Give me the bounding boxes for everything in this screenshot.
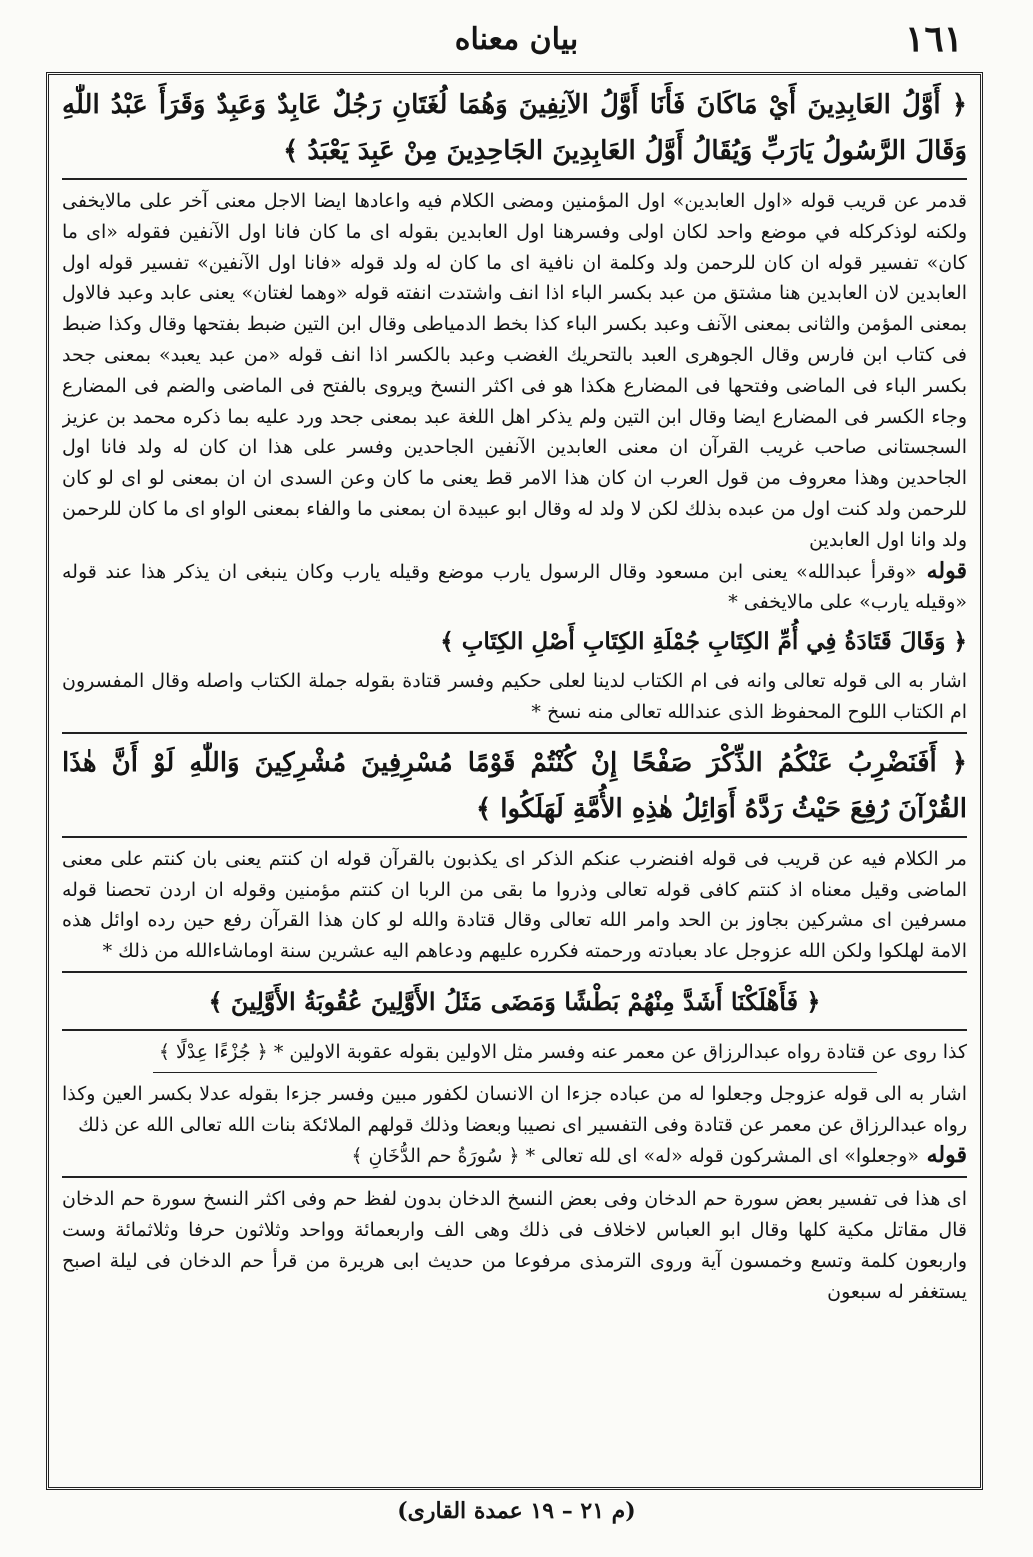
commentary-text: كذا روى عن قتادة رواه عبدالرزاق عن معمر عنه وفسر مثل الاولين بقوله عقوبة الاولين * ﴿ جُزْءًا عِدْلًا ﴾ [158, 1040, 967, 1063]
running-title: بيان معناه [454, 22, 579, 57]
commentary-paragraph [62, 844, 967, 967]
page-number: ١٦١ [904, 18, 963, 60]
page-body [62, 82, 967, 1482]
section-divider [62, 178, 967, 180]
quoted-heading: ﴿ أَوَّلُ العَابِدِينَ أَيْ مَاكَانَ فَأَنَا أَوَّلُ الآنِفِينَ وَهُمَا لُغَتَانِ رَجُلٌ عَابِدٌ وَعَبِدٌ وَقَرَأَ عَبْدُ اللّٰهِ وَقَالَ الرَّسُولُ يَارَبِّ وَيُقَالُ أَوَّلُ العَابِدِينَ الجَاحِدِينَ مِنْ عَبِدَ يَعْبَدُ ﴾ [62, 90, 967, 166]
commentary-text: «وقرأ عبدالله» يعنى ابن مسعود وقال الرسول يارب موضع وقيله يارب وكان ينبغى ان يذكر هذا عند قوله «وقيله يارب» على مالايخفى * [62, 560, 967, 614]
commentary-paragraph [62, 1037, 967, 1068]
section-divider [62, 1176, 967, 1178]
quoted-phrase: ﴿ وَقَالَ قَتَادَةُ فِي أُمِّ الكِتَابِ جُمْلَةِ الكِتَابِ أَصْلِ الكِتَابِ ﴾ [440, 628, 967, 656]
quoted-heading: ﴿ أَفَنَضْرِبُ عَنْكُمُ الذِّكْرَ صَفْحًا إِنْ كُنْتُمْ قَوْمًا مُسْرِفِينَ مُشْرِكِينَ وَاللّٰهِ لَوْ أَنَّ هٰذَا القُرْآنَ رُفِعَ حَيْثُ رَدَّهُ أَوَائِلُ هٰذِهِ الأُمَّةِ لَهَلَكُوا ﴾ [62, 747, 967, 824]
section-divider [153, 1072, 877, 1073]
page-footer: (م ٢١ – ١٩ عمدة القارى) [397, 1498, 636, 1524]
commentary-paragraph [62, 666, 967, 728]
section-divider [62, 1029, 967, 1031]
commentary-paragraph [62, 1140, 967, 1172]
section-divider [62, 732, 967, 734]
commentary-text: اشار به الى قوله عزوجل وجعلوا له من عباده جزءا ان الانسان لكفور مبين وفسر جزءا بقوله عدلا بكسر العين وكذا رواه عبدالرزاق عن معمر عن قتادة وفى التفسير اى نصيبا وبعضا وذلك قولهم الملائكة بنات الله تعالى الله عن ذلك [62, 1082, 967, 1136]
commentary-paragraph [62, 556, 967, 619]
commentary-paragraph [62, 186, 967, 556]
keyword-qawluhu: قوله [918, 1142, 967, 1169]
commentary-text: «وجعلوا» اى المشركون قوله «له» اى لله تعالى * ﴿ سُورَةُ حم الدُّخَانِ ﴾ [351, 1145, 919, 1168]
quoted-heading: ﴿ فَأَهْلَكْنَا أَشَدَّ مِنْهُمْ بَطْشًا وَمَضَى مَثَلُ الأَوَّلِينَ عُقُوبَةُ الأَوَّلِينَ ﴾ [208, 986, 821, 1016]
commentary-paragraph [62, 1184, 967, 1307]
keyword-qawluhu: قوله [916, 557, 967, 584]
commentary-paragraph [62, 1079, 967, 1141]
section-divider [62, 971, 967, 973]
commentary-text: مر الكلام فيه عن قريب فى قوله افنضرب عنكم الذكر اى يكذبون بالقرآن قوله ان كنتم يعنى بان كنتم على معنى الماضى وقيل معناه اذ كنتم كافى قوله تعالى وذروا ما بقى من الربا ان كنتم مؤمنين وقوله ان اردن تحصنا قوله مسرفين اى مشركين بجاوز بن الحد وامر الله تعالى وقال قتادة والله لو كان هذا القرآن رفع حين رده اوائل هذه الامة لهلكوا ولكن الله عزوجل عاد بعبادته ورحمته فكرره عليهم ودعاهم اليه عشرين سنة اوماشاءالله من ذلك * [62, 847, 967, 963]
commentary-text: قدمر عن قريب قوله «اول العابدين» اول المؤمنين ومضى الكلام فيه واعادها ايضا الاجل معنى آخر على مالايخفى ولكنه لوذكركله في موضع واحد لكان اولى وفسرهنا اول العابدين بقوله اى ما كان فانا اول الآنفين فقوله «اى ما كان» تفسير قوله ان كان للرحمن ولد وكلمة ان نافية اى ما كان له ولد قوله «فانا اول الآنفين» تفسير قوله اول العابدين لان العابدين هنا مشتق من عبد بكسر الباء اذا انف واشتدت انفته قوله «وهما لغتان» يعنى عابد وعبد فالاول بمعنى المؤمن والثانى بمعنى الآنف وعبد بكسر الباء كذا بخط الدمياطى وقال ابن التين ضبط بفتحها وقال وكذا ضبط فى كتاب ابن فارس وقال الجوهرى العبد بالتحريك الغضب وعبد بالكسر اذا انف قوله «من عبد يعبد» بمعنى جحد بكسر الباء فى الماضى وفتحها فى المضارع هكذا هو فى اكثر النسخ ويروى بالفتح فى الماضى والضم فى المضارع وجاء الكسر فى المضارع ايضا وقال ابن التين ولم يذكر اهل اللغة عبد بمعنى جحد ورد عليه بما ذكره محمد بن عزيز السجستانى صاحب غريب القرآن ان معنى العابدين الآنفين الجاحدين وفسر على هذا ان كان له ولد فانا اول الجاحدين وهذا معروف من قول العرب ان كان هذا الامر قط يعنى ما كان وعن السدى ان ان بمعنى لو اى لو كان للرحمن ولد كنت اول من عبده بذلك لكن لا ولد له وقال ابو عبيدة ان بمعنى ما والفاء بمعنى الواو اى ما كان للرحمن ولد وانا اول العابدين [62, 190, 967, 551]
section-divider [62, 836, 967, 838]
commentary-text: اى هذا فى تفسير بعض سورة حم الدخان وفى بعض النسخ الدخان بدون لفظ حم وفى اكثر النسخ سورة حم الدخان قال مقاتل مكية كلها وقال ابو العباس لاخلاف فى ذلك وهى الف واربعمائة وواحد وثلاثون حرفا وثلاثمائة وست واربعون كلمة وتسع وخمسون آية وروى الترمذى مرفوعا من حديث ابى هريرة من قرأ حم الدخان فى ليلة اصبح يستغفر له سبعون [62, 1188, 967, 1303]
commentary-text: اشار به الى قوله تعالى وانه فى ام الكتاب لدينا لعلى حكيم وفسر قتادة بقوله جملة الكتاب واصله وقال المفسرون ام الكتاب اللوح المحفوظ الذى عندالله تعالى منه نسخ * [62, 670, 967, 723]
page-header [0, 18, 1033, 68]
